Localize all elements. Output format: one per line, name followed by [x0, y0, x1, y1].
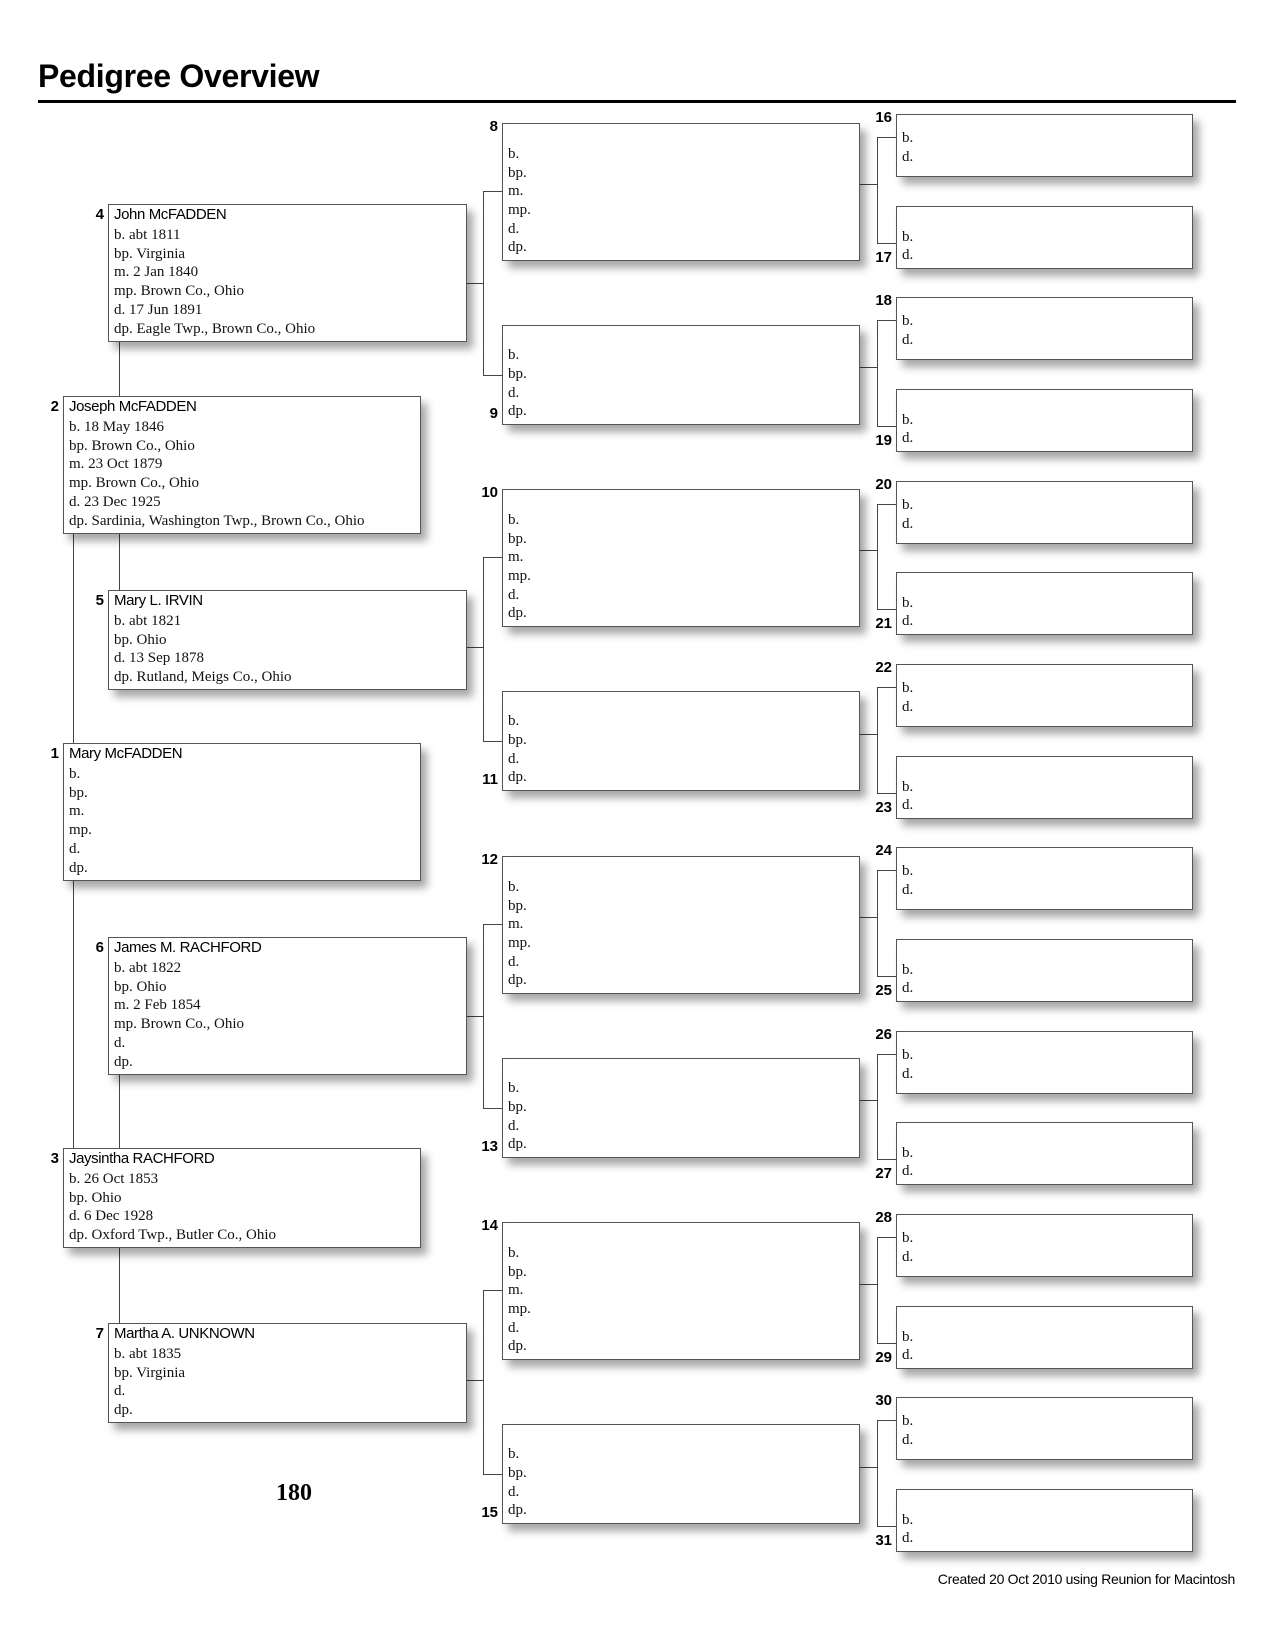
person-detail-line: b.: [902, 411, 914, 428]
person-number: 2: [50, 398, 59, 415]
person-detail-line: b.: [508, 347, 520, 364]
connector-line: [877, 243, 897, 244]
person-detail-line: b.: [902, 1047, 914, 1063]
person-box-28[interactable]: [896, 1214, 1193, 1277]
person-detail-line: mp. Brown Co., Ohio: [114, 1016, 245, 1033]
connector-line: [877, 320, 897, 321]
person-detail-line: b.: [902, 1230, 914, 1246]
connector-line: [877, 426, 897, 427]
person-detail-line: bp.: [508, 1263, 527, 1280]
person-number: 14: [481, 1217, 498, 1234]
person-detail-line: m. 2 Feb 1854: [114, 997, 201, 1014]
person-detail-line: b.: [902, 778, 914, 795]
person-detail-line: bp.: [69, 784, 88, 801]
connector-line: [483, 1290, 503, 1291]
person-detail-line: dp.: [508, 1502, 527, 1519]
person-number: 29: [875, 1349, 892, 1366]
connector-line: [877, 1159, 897, 1160]
person-detail-line: bp.: [508, 530, 527, 547]
connector-line: [483, 557, 503, 558]
connector-line: [483, 924, 484, 1109]
connector-line: [877, 1054, 878, 1160]
connector-line: [860, 550, 878, 551]
connector-line: [877, 504, 878, 610]
person-detail-line: d.: [114, 1034, 126, 1051]
person-name: Jaysintha RACHFORD: [69, 1150, 215, 1167]
person-box-2[interactable]: [63, 396, 421, 534]
person-detail-line: d. 23 Dec 1925: [69, 493, 161, 510]
person-number: 6: [95, 939, 104, 956]
person-detail-line: b.: [902, 1511, 914, 1528]
person-box-29[interactable]: [896, 1306, 1193, 1369]
person-box-26[interactable]: [896, 1031, 1193, 1094]
person-number: 26: [875, 1026, 892, 1043]
person-detail-line: d.: [508, 384, 520, 401]
person-detail-line: bp.: [508, 164, 527, 181]
connector-line: [877, 1420, 878, 1527]
person-detail-line: dp.: [114, 1402, 133, 1419]
person-detail-line: d.: [902, 881, 914, 898]
person-detail-line: mp.: [508, 567, 531, 584]
person-detail-line: d.: [902, 1163, 914, 1180]
person-detail-line: b.: [902, 594, 914, 611]
connector-line: [483, 924, 503, 925]
person-detail-line: b.: [508, 145, 520, 162]
person-number: 16: [875, 109, 892, 126]
person-detail-line: d.: [902, 797, 914, 814]
person-number: 17: [875, 249, 892, 266]
person-box-30[interactable]: [896, 1397, 1193, 1460]
person-box-22[interactable]: [896, 664, 1193, 727]
person-detail-line: mp.: [508, 1300, 531, 1317]
person-detail-line: dp.: [508, 769, 527, 786]
page-number: 180: [276, 1480, 312, 1506]
title-rule: [38, 100, 1236, 103]
person-detail-line: b.: [902, 1328, 914, 1345]
person-detail-line: d. 17 Jun 1891: [114, 301, 203, 318]
person-number: 9: [489, 405, 498, 422]
person-detail-line: d.: [902, 1248, 914, 1265]
connector-line: [483, 1108, 503, 1109]
person-box-20[interactable]: [896, 481, 1193, 544]
person-number: 8: [489, 118, 498, 135]
person-detail-line: bp. Virginia: [114, 245, 186, 262]
person-detail-line: b.: [508, 1244, 520, 1261]
connector-line: [483, 741, 503, 742]
person-detail-line: dp.: [508, 972, 527, 989]
connector-line: [467, 1016, 484, 1017]
person-detail-line: d.: [902, 1347, 914, 1364]
person-detail-line: b.: [902, 680, 914, 696]
person-number: 15: [481, 1504, 498, 1521]
person-detail-line: b.: [902, 313, 914, 329]
connector-line: [467, 1380, 484, 1381]
person-detail-line: b. 18 May 1846: [69, 419, 164, 435]
person-detail-line: b.: [902, 1413, 914, 1429]
person-detail-line: bp. Brown Co., Ohio: [69, 437, 195, 454]
person-detail-line: b.: [902, 961, 914, 978]
person-detail-line: dp. Oxford Twp., Butler Co., Ohio: [69, 1227, 276, 1244]
person-number: 24: [875, 842, 892, 859]
person-detail-line: m.: [508, 183, 524, 200]
person-detail-line: d.: [114, 1383, 126, 1400]
person-detail-line: dp. Rutland, Meigs Co., Ohio: [114, 669, 292, 686]
person-number: 21: [875, 615, 892, 632]
person-detail-line: d.: [508, 953, 520, 970]
person-detail-line: b.: [508, 1080, 520, 1097]
person-detail-line: b.: [508, 1446, 520, 1463]
connector-line: [483, 191, 484, 376]
person-detail-line: b. abt 1821: [114, 613, 182, 629]
person-detail-line: b. 26 Oct 1853: [69, 1171, 159, 1187]
person-detail-line: d.: [902, 247, 914, 264]
person-detail-line: mp.: [508, 201, 531, 218]
person-number: 23: [875, 799, 892, 816]
connector-line: [877, 1237, 897, 1238]
person-detail-line: bp. Ohio: [114, 978, 167, 995]
person-name: James M. RACHFORD: [114, 939, 262, 956]
person-detail-line: d.: [902, 1431, 914, 1448]
connector-line: [860, 184, 878, 185]
person-number: 5: [95, 592, 104, 609]
person-box-15[interactable]: [502, 1424, 860, 1524]
connector-line: [860, 734, 878, 735]
connector-line: [860, 1467, 878, 1468]
person-number: 18: [875, 292, 892, 309]
person-number: 11: [482, 771, 498, 788]
person-detail-line: d.: [508, 1483, 520, 1500]
person-detail-line: mp. Brown Co., Ohio: [114, 283, 245, 300]
connector-line: [860, 917, 878, 918]
person-box-12[interactable]: [502, 856, 860, 994]
person-box-18[interactable]: [896, 297, 1193, 360]
person-detail-line: b.: [902, 1144, 914, 1161]
person-detail-line: d.: [902, 1065, 914, 1082]
person-detail-line: dp.: [69, 859, 88, 876]
person-detail-line: d.: [902, 980, 914, 997]
person-detail-line: m.: [508, 1282, 524, 1299]
person-number: 3: [50, 1150, 59, 1167]
connector-line: [877, 137, 878, 244]
connector-line: [877, 1237, 878, 1344]
connector-line: [467, 647, 484, 648]
connector-line: [877, 1054, 897, 1055]
person-box-4[interactable]: [108, 204, 467, 342]
connector-line: [877, 1420, 897, 1421]
person-detail-line: b.: [902, 863, 914, 879]
connector-line: [877, 687, 897, 688]
person-number: 20: [875, 476, 892, 493]
person-box-19[interactable]: [896, 389, 1193, 452]
person-box-16[interactable]: [896, 114, 1193, 177]
person-name: Mary McFADDEN: [69, 745, 183, 762]
person-detail-line: d.: [902, 515, 914, 532]
person-number: 27: [875, 1165, 892, 1182]
person-detail-line: dp.: [508, 403, 527, 420]
person-detail-line: d.: [902, 148, 914, 165]
person-detail-line: b.: [902, 497, 914, 513]
person-detail-line: b.: [902, 228, 914, 245]
connector-line: [483, 557, 484, 742]
connector-line: [877, 976, 897, 977]
person-detail-line: m.: [508, 916, 524, 933]
connector-line: [877, 504, 897, 505]
connector-line: [877, 1526, 897, 1527]
person-detail-line: d.: [902, 331, 914, 348]
person-box-27[interactable]: [896, 1122, 1193, 1185]
person-detail-line: b.: [508, 713, 520, 730]
connector-line: [877, 1343, 897, 1344]
person-detail-line: bp.: [508, 1464, 527, 1481]
connector-line: [877, 137, 897, 138]
person-number: 19: [875, 432, 892, 449]
connector-line: [877, 687, 878, 794]
person-detail-line: bp.: [508, 897, 527, 914]
person-number: 28: [875, 1209, 892, 1226]
person-detail-line: d.: [902, 698, 914, 715]
person-box-5[interactable]: [108, 590, 467, 690]
person-name: Joseph McFADDEN: [69, 398, 197, 415]
person-detail-line: dp.: [508, 1136, 527, 1153]
person-name: Martha A. UNKNOWN: [114, 1325, 255, 1342]
person-box-3[interactable]: [63, 1148, 421, 1248]
person-number: 30: [875, 1392, 892, 1409]
person-detail-line: m.: [508, 549, 524, 566]
connector-line: [483, 1474, 503, 1475]
person-box-23[interactable]: [896, 756, 1193, 819]
connector-line: [877, 320, 878, 427]
person-detail-line: b. abt 1822: [114, 960, 182, 976]
person-detail-line: d.: [508, 750, 520, 767]
person-detail-line: d.: [508, 1117, 520, 1134]
person-box-1[interactable]: [63, 743, 421, 881]
person-detail-line: d.: [902, 613, 914, 630]
person-number: 4: [95, 206, 104, 223]
person-detail-line: d.: [69, 840, 81, 857]
person-box-14[interactable]: [502, 1222, 860, 1360]
connector-line: [483, 1290, 484, 1475]
person-detail-line: dp.: [508, 239, 527, 256]
person-detail-line: d.: [902, 430, 914, 447]
person-box-7[interactable]: [108, 1323, 467, 1423]
person-detail-line: bp.: [508, 1098, 527, 1115]
person-detail-line: d.: [508, 220, 520, 237]
person-detail-line: m.: [69, 803, 85, 820]
person-number: 12: [481, 851, 498, 868]
person-detail-line: bp. Ohio: [114, 631, 167, 648]
person-detail-line: bp.: [508, 731, 527, 748]
person-box-13[interactable]: [502, 1058, 860, 1158]
person-detail-line: d. 6 Dec 1928: [69, 1208, 154, 1225]
person-number: 22: [875, 659, 892, 676]
person-detail-line: mp.: [69, 822, 92, 839]
connector-line: [860, 1100, 878, 1101]
person-detail-line: mp.: [508, 934, 531, 951]
person-number: 13: [481, 1138, 498, 1155]
person-detail-line: bp. Ohio: [69, 1189, 122, 1206]
person-name: Mary L. IRVIN: [114, 592, 203, 609]
person-detail-line: mp. Brown Co., Ohio: [69, 475, 200, 492]
person-box-6[interactable]: [108, 937, 467, 1075]
person-box-24[interactable]: [896, 847, 1193, 910]
person-detail-line: m. 2 Jan 1840: [114, 264, 199, 281]
person-box-9[interactable]: [502, 325, 860, 425]
person-number: 31: [875, 1532, 892, 1549]
person-detail-line: dp. Sardinia, Washington Twp., Brown Co., Ohio: [69, 512, 365, 529]
person-detail-line: d. 13 Sep 1878: [114, 650, 204, 667]
person-name: John McFADDEN: [114, 206, 227, 223]
connector-line: [877, 793, 897, 794]
person-detail-line: dp.: [508, 605, 527, 622]
person-detail-line: dp.: [508, 1338, 527, 1355]
person-detail-line: b.: [902, 130, 914, 146]
connector-line: [467, 283, 484, 284]
connector-line: [483, 375, 503, 376]
person-detail-line: d.: [902, 1530, 914, 1547]
footer-credit: Created 20 Oct 2010 using Reunion for Macintosh: [937, 1571, 1235, 1587]
person-detail-line: bp. Virginia: [114, 1364, 186, 1381]
person-detail-line: b.: [508, 878, 520, 895]
connector-line: [877, 870, 878, 977]
connector-line: [860, 367, 878, 368]
connector-line: [860, 1284, 878, 1285]
person-box-8[interactable]: [502, 123, 860, 261]
person-detail-line: b.: [69, 766, 81, 782]
person-number: 1: [50, 745, 59, 762]
person-number: 25: [875, 982, 892, 999]
person-box-10[interactable]: [502, 489, 860, 627]
person-box-25[interactable]: [896, 939, 1193, 1002]
person-number: 7: [95, 1325, 104, 1342]
person-detail-line: b.: [508, 511, 520, 528]
person-detail-line: dp.: [114, 1053, 133, 1070]
connector-line: [483, 191, 503, 192]
person-box-21[interactable]: [896, 572, 1193, 635]
person-detail-line: m. 23 Oct 1879: [69, 456, 163, 473]
person-detail-line: bp.: [508, 365, 527, 382]
person-box-31[interactable]: [896, 1489, 1193, 1552]
connector-line: [877, 870, 897, 871]
person-box-17[interactable]: [896, 206, 1193, 269]
person-box-11[interactable]: [502, 691, 860, 791]
person-detail-line: d.: [508, 586, 520, 603]
person-number: 10: [481, 484, 498, 501]
person-detail-line: d.: [508, 1319, 520, 1336]
connector-line: [877, 609, 897, 610]
page-title: Pedigree Overview: [38, 58, 320, 94]
person-detail-line: b. abt 1811: [114, 227, 181, 243]
person-detail-line: b. abt 1835: [114, 1346, 182, 1362]
person-detail-line: dp. Eagle Twp., Brown Co., Ohio: [114, 320, 316, 337]
